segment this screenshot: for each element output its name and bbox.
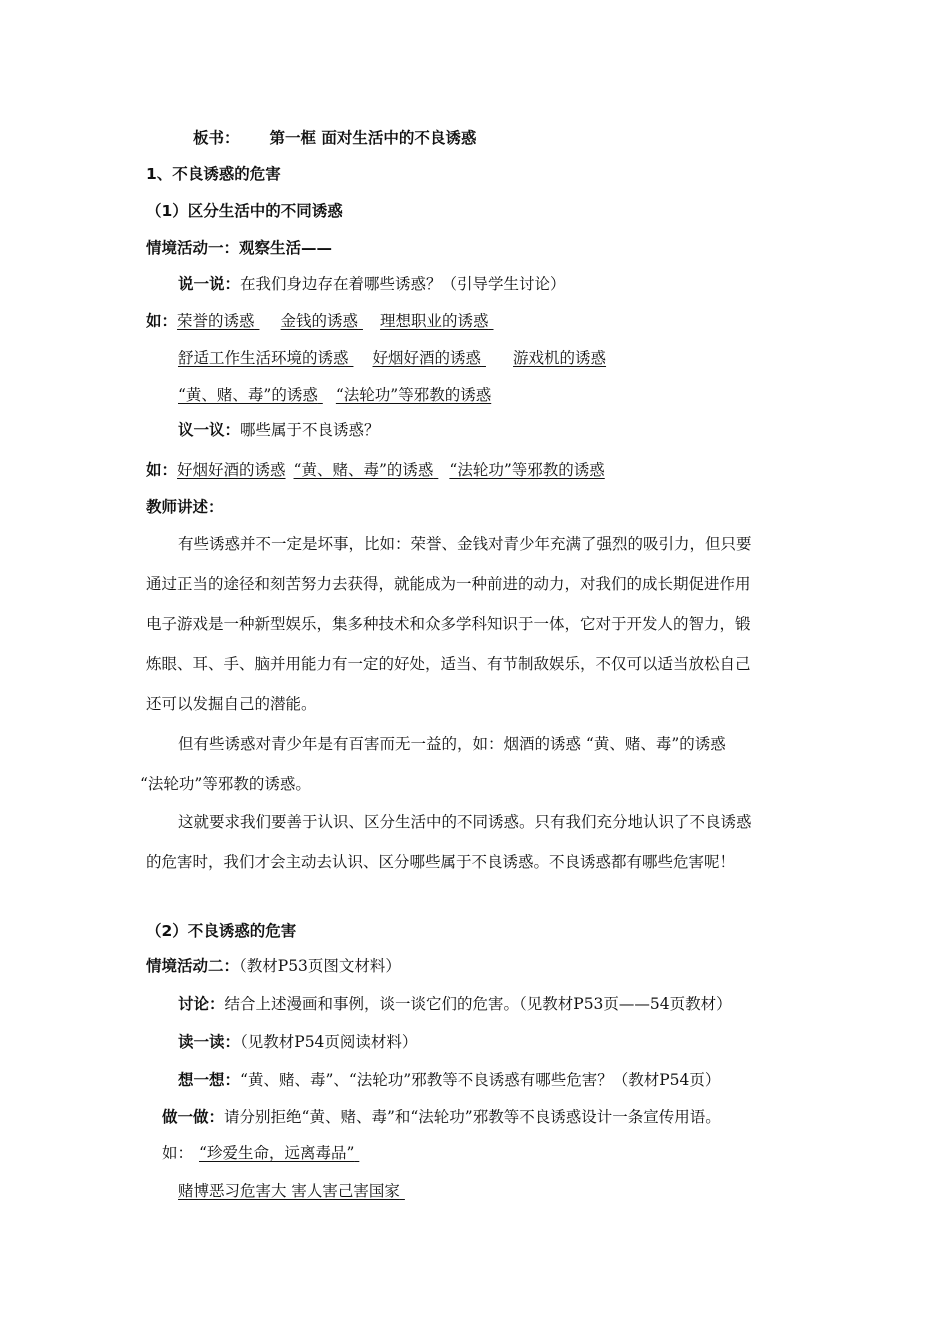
para-line: 通过正当的途径和刻苦努力去获得，就能成为一种前进的动力，对我们的成长期促进作用: [146, 575, 751, 593]
example-item: 荣誉的诱惑: [177, 312, 255, 330]
do-label: 做一做：: [162, 1108, 225, 1126]
slogan-row1: [162, 1142, 418, 1164]
yi-line: [178, 419, 380, 441]
example-item: “法轮功”等邪教的诱惑: [335, 386, 492, 404]
para-line: 电子游戏是一种新型娱乐，集多种技术和众多学科知识于一体，它对于开发人的智力，锻: [146, 615, 751, 633]
para-line: 有些诱惑并不一定是坏事，比如：荣誉、金钱对青少年充满了强烈的吸引力，但只要: [178, 535, 752, 553]
read-line: [178, 1031, 417, 1053]
teacher-paragraph-2: [140, 724, 806, 804]
example-item: “黄、赌、毒”的诱惑: [178, 386, 318, 404]
para-line: “法轮功”等邪教的诱惑。: [140, 775, 311, 793]
examples-row2: [178, 347, 606, 369]
think-text: “黄、赌、毒”、“法轮功”邪教等不良诱惑有哪些危害？（教材P54页）: [240, 1071, 721, 1089]
think-line: [178, 1069, 720, 1091]
example-item: 游戏机的诱惑: [513, 349, 607, 367]
examples-row3: [178, 384, 491, 406]
slogan-row2: [178, 1180, 410, 1202]
section1-sub1: （1）区分生活中的不同诱惑: [146, 202, 343, 220]
para-line: 还可以发掘自己的潜能。: [146, 695, 317, 713]
yi-text: 哪些属于不良诱惑？: [240, 421, 380, 439]
bad-examples-row: [146, 459, 605, 481]
example-item: 理想职业的诱惑: [380, 312, 489, 330]
teacher-paragraph-3: [146, 802, 806, 882]
discuss-line: [178, 993, 732, 1015]
activity2-text: （教材P53页图文材料）: [239, 957, 401, 975]
board-heading: [193, 127, 476, 149]
example-item: 金钱的诱惑: [280, 312, 359, 330]
bad-example-item: “黄、赌、毒”的诱惑: [293, 461, 434, 479]
ru-label: 如：: [146, 312, 178, 330]
para-line: 这就要求我们要善于认识、区分生活中的不同诱惑。只有我们充分地认识了不良诱惑: [178, 813, 752, 831]
teacher-paragraph-1: [146, 524, 806, 724]
activity2-line: [146, 955, 401, 977]
yi-label: 议一议：: [178, 421, 241, 439]
slogan-item: 赌博恶习危害大 害人害己害国家: [178, 1182, 400, 1200]
slogan-item: “珍爱生命，远离毒品”: [199, 1144, 355, 1162]
example-item: 好烟好酒的诱惑: [372, 349, 482, 367]
activity1-title: 情境活动一：观察生活——: [146, 239, 333, 257]
section2-sub2: （2）不良诱惑的危害: [146, 922, 297, 940]
ru3-label: 如：: [162, 1144, 194, 1162]
shuo-label: 说一说：: [178, 275, 241, 293]
para-line: 炼眼、耳、手、脑并用能力有一定的好处，适当、有节制敌娱乐，不仅可以适当放松自己: [146, 655, 751, 673]
shuo-text: 在我们身边存在着哪些诱惑？（引导学生讨论）: [240, 275, 566, 293]
read-text: （见教材P54页阅读材料）: [240, 1033, 418, 1051]
page-title: 第一框 面对生活中的不良诱惑: [269, 129, 477, 147]
read-label: 读一读：: [178, 1033, 241, 1051]
example-item: 舒适工作生活环境的诱惑: [178, 349, 349, 367]
shuo-line: [178, 273, 566, 295]
discuss-label: 讨论：: [178, 995, 225, 1013]
para-line: 的危害时，我们才会主动去认识、区分哪些属于不良诱惑。不良诱惑都有哪些危害呢！: [146, 853, 736, 871]
do-text: 请分别拒绝“黄、赌、毒”和“法轮功”邪教等不良诱惑设计一条宣传用语。: [224, 1108, 721, 1126]
activity2-label: 情境活动二：: [146, 957, 240, 975]
think-label: 想一想：: [178, 1071, 241, 1089]
bad-example-item: “法轮功”等邪教的诱惑: [449, 461, 605, 479]
section1-title: 1、不良诱惑的危害: [146, 165, 281, 183]
ru2-label: 如：: [146, 461, 178, 479]
para-line: 但有些诱惑对青少年是有百害而无一益的，如：烟酒的诱惑 “黄、赌、毒”的诱惑: [178, 735, 726, 753]
bad-example-item: 好烟好酒的诱惑: [177, 461, 286, 479]
do-line: [162, 1106, 721, 1128]
teacher-label: 教师讲述：: [146, 498, 224, 516]
discuss-text: 结合上述漫画和事例，谈一谈它们的危害。（见教材P53页——54页教材）: [224, 995, 732, 1013]
examples-row1: [146, 310, 497, 332]
board-prefix: 板书：: [193, 129, 240, 147]
